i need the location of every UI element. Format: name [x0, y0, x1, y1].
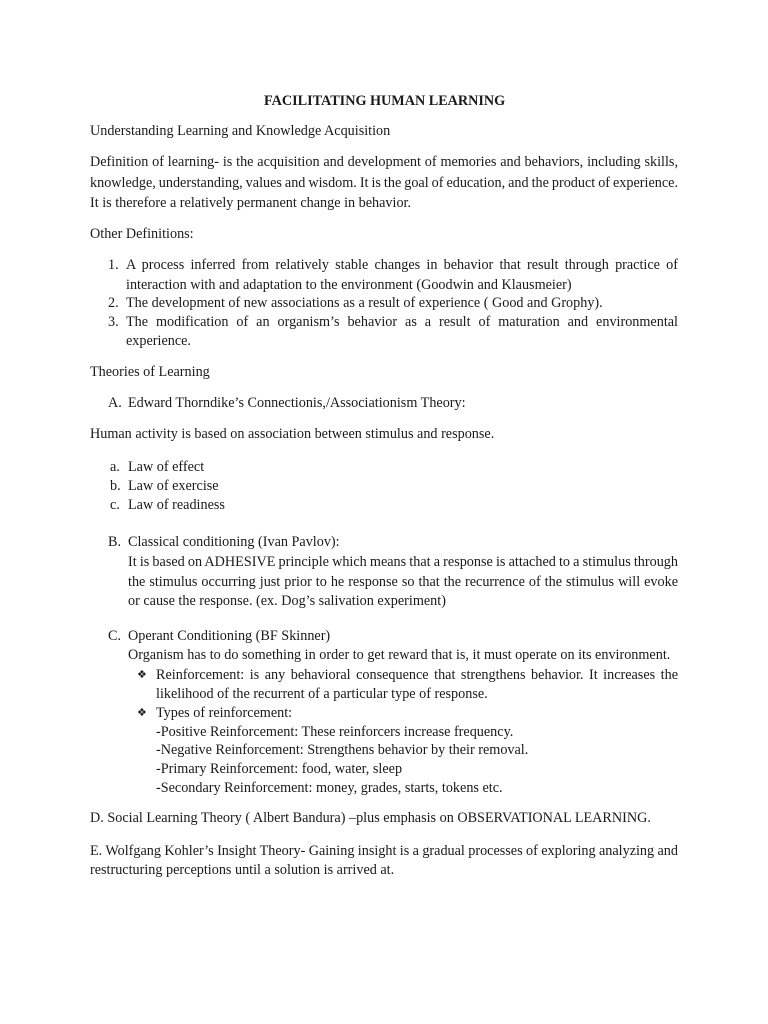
definition-line: It is therefore a relatively permanent change in behavior. — [90, 195, 412, 211]
theory-e: E. Wolfgang Kohler’s Insight Theory- Gaining insight is a gradual processes of exploring analyzing and — [90, 843, 678, 859]
definition-line: knowledge, understanding, values and wisdom. It is the goal of education, and the product of experience. — [90, 175, 678, 191]
list-marker: A. — [108, 395, 122, 411]
theory-b-label: Classical conditioning (Ivan Pavlov): — [128, 534, 340, 550]
theory-d: D. Social Learning Theory ( Albert Bandura) –plus emphasis on OBSERVATIONAL LEARNING. — [90, 810, 651, 826]
theory-b-text: the stimulus occurring just prior to he response so that the recurrence of the stimulus will evoke — [128, 574, 678, 590]
definition-line: Definition of learning- is the acquisition and development of memories and behaviors, including skills, — [90, 154, 678, 170]
theory-e: restructuring perceptions until a solution is arrived at. — [90, 862, 395, 878]
list-marker: B. — [108, 534, 122, 550]
theory-b-text: It is based on ADHESIVE principle which means that a response is attached to a stimulus through — [128, 554, 678, 570]
theory-c-label: Operant Conditioning (BF Skinner) — [128, 628, 331, 644]
reinforcement-type: -Secondary Reinforcement: money, grades, starts, tokens etc. — [156, 780, 503, 796]
bullet-text: Types of reinforcement: — [156, 705, 293, 721]
diamond-bullet-icon: ❖ — [137, 707, 147, 719]
list-marker: c. — [110, 497, 120, 513]
list-marker: 1. — [108, 257, 119, 273]
list-marker: C. — [108, 628, 122, 644]
list-item: The development of new associations as a result of experience ( Good and Grophy). — [126, 295, 603, 311]
theory-b-text: or cause the response. (ex. Dog’s salivation experiment) — [128, 593, 446, 609]
diamond-bullet-icon: ❖ — [137, 669, 147, 681]
reinforcement-type: -Positive Reinforcement: These reinforcers increase frequency. — [156, 724, 514, 740]
bullet-text: likelihood of the recurrent of a particular type of response. — [156, 686, 488, 702]
reinforcement-type: -Primary Reinforcement: food, water, sleep — [156, 761, 403, 777]
list-marker: b. — [110, 478, 121, 494]
theory-a-text: Human activity is based on association between stimulus and response. — [90, 426, 495, 442]
theory-c-text: Organism has to do something in order to get reward that is, it must operate on its environment. — [128, 647, 671, 663]
theories-heading: Theories of Learning — [90, 364, 210, 380]
law-item: Law of exercise — [128, 478, 219, 494]
list-item: experience. — [126, 333, 191, 349]
list-marker: 2. — [108, 295, 119, 311]
reinforcement-type: -Negative Reinforcement: Strengthens behavior by their removal. — [156, 742, 529, 758]
other-definitions-heading: Other Definitions: — [90, 226, 194, 242]
list-item: The modification of an organism’s behavior as a result of maturation and environmental — [126, 314, 678, 330]
list-item: interaction with and adaptation to the environment (Goodwin and Klausmeier) — [126, 277, 572, 293]
law-item: Law of effect — [128, 459, 205, 475]
document-title: FACILITATING HUMAN LEARNING — [264, 93, 506, 109]
law-item: Law of readiness — [128, 497, 225, 513]
list-item: A process inferred from relatively stable changes in behavior that result through practice of — [126, 257, 678, 273]
theory-a-label: Edward Thorndike’s Connectionis,/Associationism Theory: — [128, 395, 466, 411]
list-marker: 3. — [108, 314, 119, 330]
bullet-text: Reinforcement: is any behavioral consequence that strengthens behavior. It increases the — [156, 667, 678, 683]
section-heading: Understanding Learning and Knowledge Acquisition — [90, 123, 391, 139]
list-marker: a. — [110, 459, 120, 475]
